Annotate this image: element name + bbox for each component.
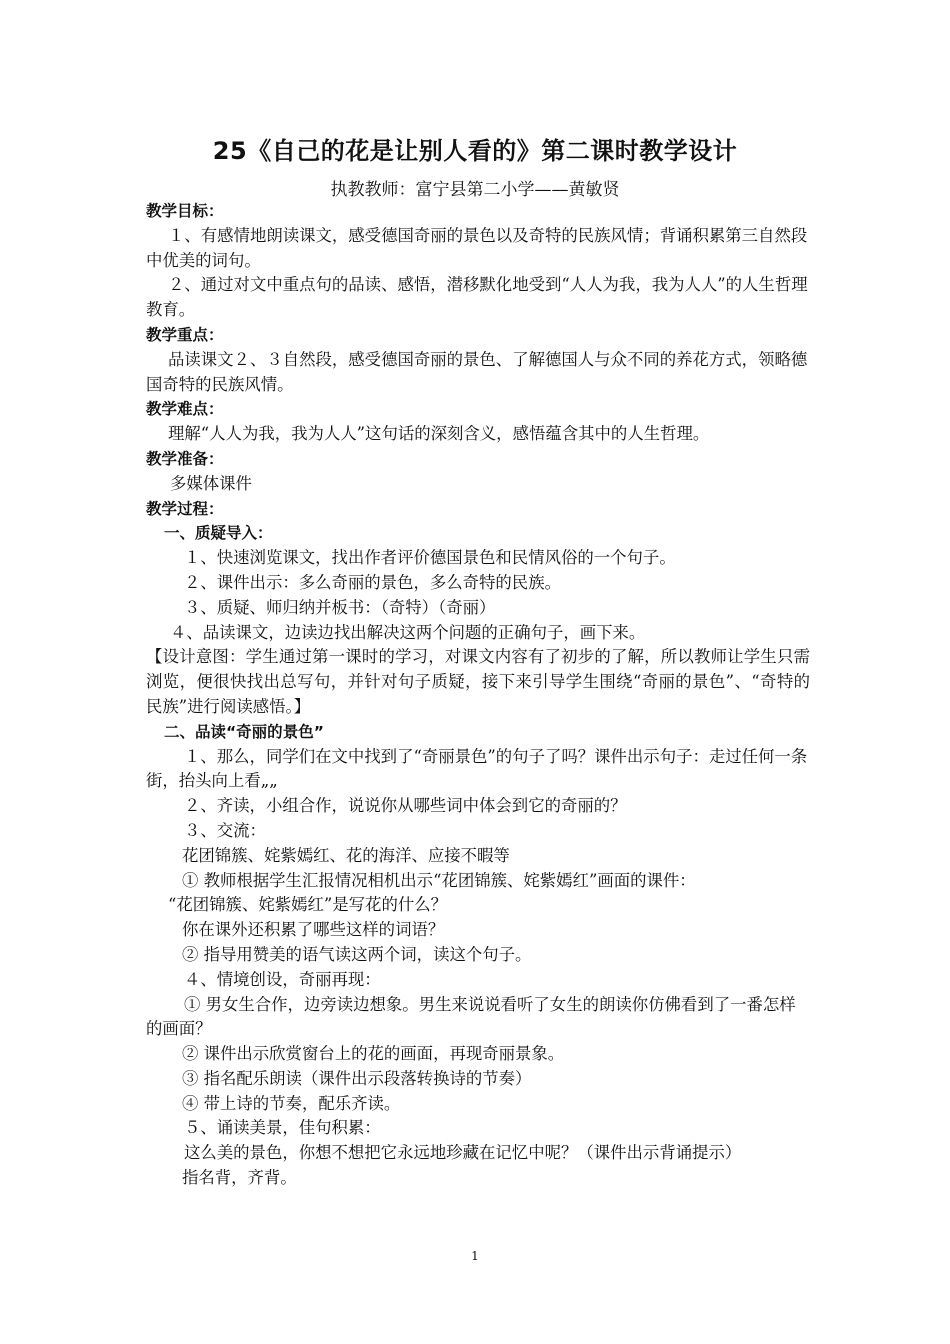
section-2-step-5: ５、诵读美景，佳句积累： <box>184 1118 381 1138</box>
section-2-step-4a: ① 男女生合作，边旁读边想象。男生来说说看听了女生的朗读你仿佛看到了一番怎样的画面？ <box>146 994 796 1039</box>
section-2-step-4: ４、情境创设，奇丽再现： <box>184 969 381 989</box>
section-2-step-3a: ① 教师根据学生汇报情况相机出示“花团锦簇、姹紫嫣红”画面的课件： <box>182 870 696 890</box>
section-2-step-4d: ④ 带上诗的节奏，配乐齐读。 <box>182 1093 401 1113</box>
section-2-title: 二、品读“奇丽的景色” <box>164 722 324 741</box>
section-1-title: 一、质疑导入： <box>164 524 273 543</box>
key-points-heading: 教学重点： <box>146 325 224 344</box>
preparation-heading: 教学准备： <box>146 449 224 468</box>
section-2-step-3a-followup: 你在课外还积累了哪些这样的词语？ <box>182 920 445 940</box>
section-2-step-3a-question: “花团锦簇、姹紫嫣红”是写花的什么？ <box>168 895 448 915</box>
goals-heading: 教学目标： <box>146 202 224 220</box>
goal-2: ２、通过对文中重点句的品读、感悟，潜移默化地受到“人人为我，我为人人”的人生哲理教育。 <box>146 275 808 320</box>
design-intent: 【设计意图：学生通过第一课时的学习，对课文内容有了初步的了解，所以教师让学生只需浏览，便很快找出总写句，并针对句子质疑，接下来引导学生围绕“奇丽的景色”、“奇特的民族”进行阅读感悟。】 <box>146 647 810 716</box>
process-heading: 教学过程： <box>146 499 224 518</box>
section-1-step-3: ３、质疑、师归纳并板书：（奇特）（奇丽） <box>184 597 496 617</box>
document-body <box>146 199 810 1191</box>
section-1-step-1: １、快速浏览课文，找出作者评价德国景色和民情风俗的一个句子。 <box>184 548 676 568</box>
section-1-step-2: ２、课件出示：多么奇丽的景色，多么奇特的民族。 <box>184 572 561 592</box>
goal-1: １、有感情地朗读课文，感受德国奇丽的景色以及奇特的民族风情；背诵积累第三自然段中优美的词句。 <box>146 225 808 270</box>
difficulties-text: 理解“人人为我，我为人人”这句话的深刻含义，感悟蕴含其中的人生哲理。 <box>168 424 710 444</box>
section-2-step-5a: 这么美的景色，你想不想把它永远地珍藏在记忆中呢？（课件出示背诵提示） <box>184 1143 742 1163</box>
author-line: 执教教师：富宁县第二小学——黄敏贤 <box>330 180 620 200</box>
key-points-text: 品读课文２、３自然段，感受德国奇丽的景色、了解德国人与众不同的养花方式，领略德国奇特的民族风情。 <box>146 349 808 394</box>
difficulties-heading: 教学难点： <box>146 400 224 419</box>
section-2-step-4c: ③ 指名配乐朗读（课件出示段落转换诗的节奏） <box>182 1068 532 1088</box>
section-2-words: 花团锦簇、姹紫嫣红、花的海洋、应接不暇等 <box>182 845 510 865</box>
section-1-step-4: ４、品读课文，边读边找出解决这两个问题的正确句子，画下来。 <box>170 622 646 642</box>
section-2-step-4b: ② 课件出示欣赏窗台上的花的画面，再现奇丽景象。 <box>182 1044 565 1064</box>
section-2-step-3b: ② 指导用赞美的语气读这两个词，读这个句子。 <box>182 944 532 964</box>
preparation-text: 多媒体课件 <box>170 473 252 493</box>
section-2-step-1: １、那么，同学们在文中找到了“奇丽景色”的句子了吗？课件出示句子：走过任何一条街，抬头向上看„„ <box>146 746 808 791</box>
page-number: 1 <box>471 1249 479 1263</box>
section-2-step-5b: 指名背，齐背。 <box>182 1168 297 1188</box>
section-2-step-2: ２、齐读，小组合作，说说你从哪些词中体会到它的奇丽的？ <box>184 796 627 816</box>
document-title: 25《自己的花是让别人看的》第二课时教学设计 <box>212 137 738 165</box>
section-2-step-3: ３、交流： <box>184 820 266 840</box>
